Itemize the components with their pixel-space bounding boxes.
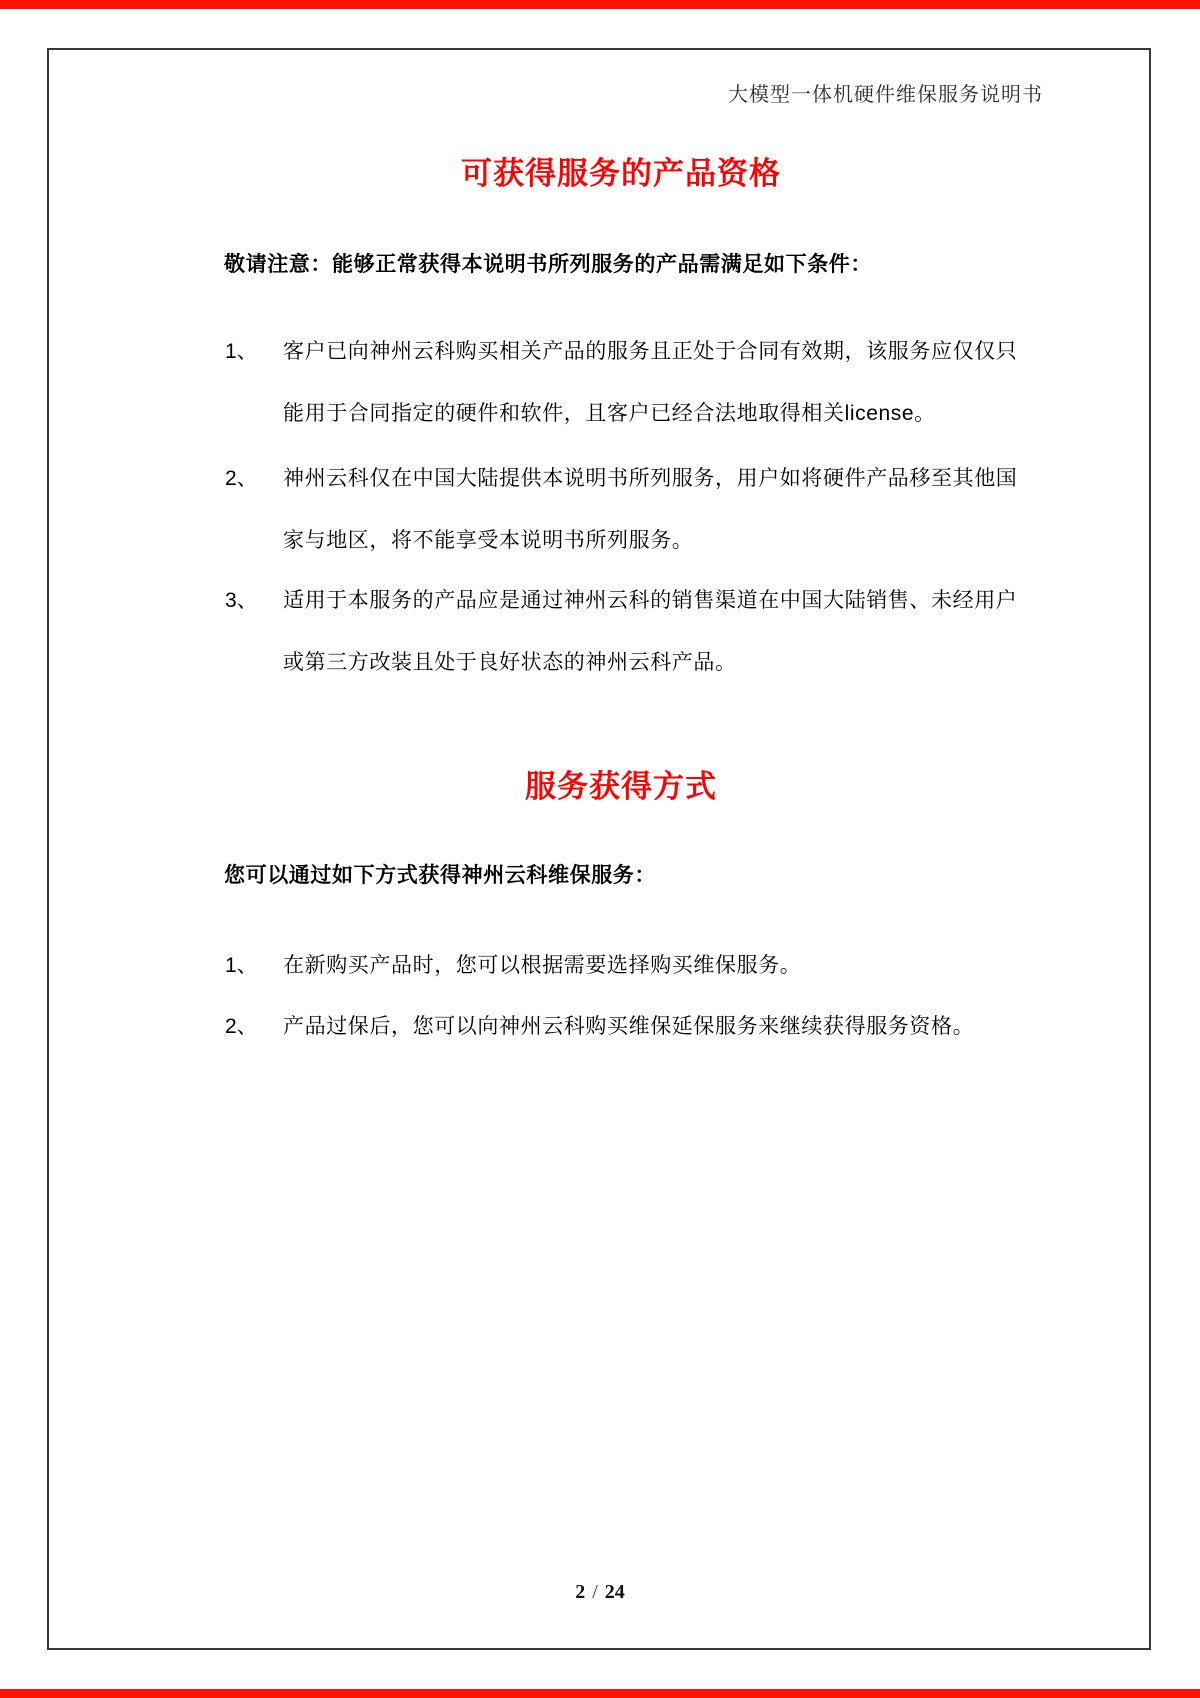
section-1-heading: 可获得服务的产品资格 — [461, 156, 781, 191]
top-edge-red-bar — [0, 0, 1200, 9]
section-1-item-3-number: 3、 — [225, 589, 258, 612]
footer-total-pages: 24 — [604, 1581, 625, 1603]
section-1-item-3-line-1: 适用于本服务的产品应是通过神州云科的销售渠道在中国大陆销售、未经用户 — [283, 589, 1018, 612]
section-2-item-2-number: 2、 — [225, 1015, 258, 1038]
section-1-item-1-line-1: 客户已向神州云科购买相关产品的服务且正处于合同有效期，该服务应仅仅只 — [283, 340, 1018, 363]
section-2-item-2-line-1: 产品过保后，您可以向神州云科购买维保延保服务来继续获得服务资格。 — [283, 1015, 975, 1038]
footer-separator: / — [592, 1581, 598, 1603]
page-header-title: 大模型一体机硬件维保服务说明书 — [728, 84, 1043, 106]
section-1-intro: 敬请注意：能够正常获得本说明书所列服务的产品需满足如下条件： — [224, 253, 872, 276]
section-1-item-1-number: 1、 — [225, 340, 258, 363]
page-footer — [0, 1581, 1200, 1604]
section-1-item-2-number: 2、 — [225, 467, 258, 490]
page-border-frame — [47, 48, 1151, 1650]
section-1-item-3-line-2: 或第三方改装且处于良好状态的神州云科产品。 — [283, 651, 737, 674]
section-2-intro: 您可以通过如下方式获得神州云科维保服务： — [224, 864, 656, 887]
section-1-item-2-line-2: 家与地区，将不能享受本说明书所列服务。 — [283, 529, 694, 552]
section-2-item-1-number: 1、 — [225, 954, 258, 977]
section-2-item-1-line-1: 在新购买产品时，您可以根据需要选择购买维保服务。 — [283, 954, 802, 977]
footer-page-number: 2 — [575, 1581, 586, 1603]
section-1-item-1-line-2: 能用于合同指定的硬件和软件，且客户已经合法地取得相关license。 — [283, 402, 936, 425]
section-2-heading: 服务获得方式 — [525, 769, 717, 804]
bottom-edge-red-bar — [0, 1689, 1200, 1698]
section-1-item-2-line-1: 神州云科仅在中国大陆提供本说明书所列服务，用户如将硬件产品移至其他国 — [283, 467, 1018, 490]
